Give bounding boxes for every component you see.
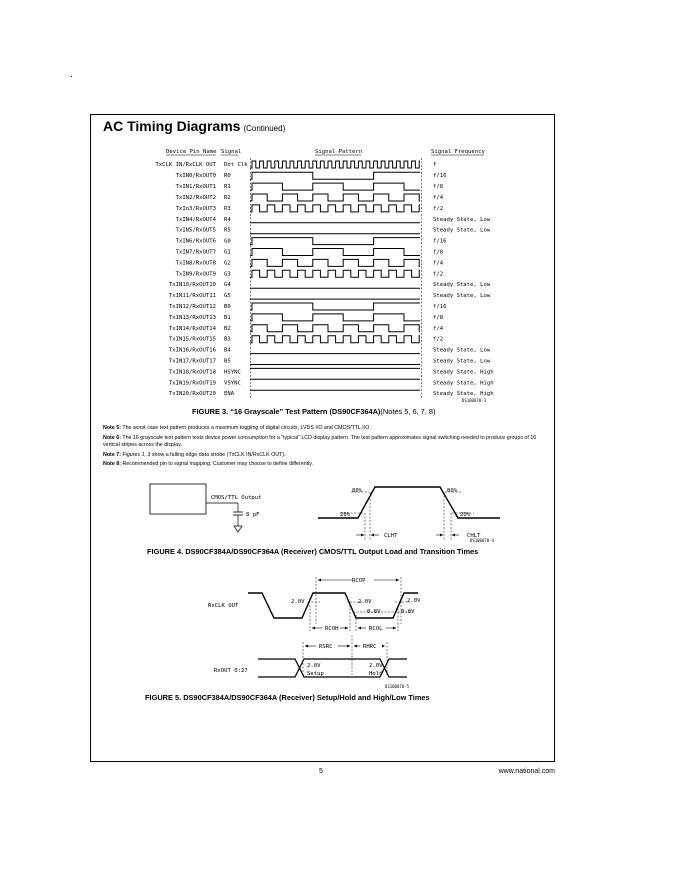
waveform-r2 (250, 194, 420, 201)
signal-label: G5 (224, 293, 231, 300)
waveform-r1 (250, 183, 420, 190)
col-header-pin: Device Pin Name (166, 149, 217, 155)
figure-5-code: DS100870-5 (384, 684, 409, 689)
note-5-text: The worst case test pattern produces a maximum toggling of digital circuits, LVDS I/O and CMOS/TTL I/O. (122, 425, 371, 431)
pin-label: TxIN19/RxOUT19 (168, 380, 216, 387)
signal-rows (169, 173, 494, 397)
rcoh-label: RCOH (325, 626, 339, 632)
note-7-text: show a falling edge data strobe (TxCLK IN/RxCLK OUT). (150, 451, 286, 458)
output-label: CMOS/TTL Output (211, 495, 262, 501)
frequency-label: f/8 (433, 184, 444, 191)
signal-label: B2 (224, 325, 231, 332)
frequency-label: f/2 (433, 205, 444, 212)
capacitor-label: 8 pF (246, 512, 260, 518)
waveform-b0 (250, 303, 420, 310)
note-7 (103, 452, 551, 460)
frequency-label: Steady State, Low (433, 282, 491, 289)
note-6 (103, 435, 551, 450)
figure-3-code: DS100870-3 (461, 398, 486, 403)
signal-label: B1 (224, 314, 231, 321)
frequency-label: Steady State, Low (433, 216, 491, 223)
signal-label: B4 (224, 347, 231, 354)
signal-label: R5 (224, 227, 231, 234)
pin-label: TxIN7/RxOUT7 (175, 249, 216, 256)
frequency-label: f/16 (433, 238, 447, 245)
col-header-frequency: Signal Frequency (431, 149, 485, 155)
signal-label: R0 (224, 173, 231, 180)
waveform-g1 (250, 249, 420, 256)
col-header-pattern: Signal Pattern (315, 149, 363, 155)
note-8-text: Recommended pin to signal mapping. Customer may choose to define differently. (122, 461, 314, 467)
signal-label: G1 (224, 249, 231, 256)
pin-label-clock: TxCLK IN/RxCLK OUT (155, 162, 216, 168)
frequency-label: Steady State, Low (433, 293, 491, 300)
frequency-label: f/2 (433, 336, 444, 343)
hold-voltage: 2.0V (369, 663, 383, 669)
signal-label: B0 (224, 304, 231, 310)
rxout-waveform-b (258, 659, 407, 677)
figure-4-load-transition (150, 484, 500, 543)
signal-label: R1 (224, 184, 231, 191)
page-number: 5 (319, 768, 323, 775)
rxclk-label: RxCLK OUT (208, 603, 239, 609)
frequency-label: Steady State, High (433, 391, 494, 398)
pin-label: TxIN2/RxOUT2 (175, 195, 216, 201)
rcol-label: RCOL (369, 626, 383, 632)
figure-5-setup-hold (208, 577, 421, 689)
freq-label-clock: f (433, 162, 437, 168)
device-box (150, 484, 206, 514)
hold-label: Hold (369, 671, 383, 677)
pin-label: TxIN16/RxOUT16 (168, 347, 216, 354)
frequency-label: f/16 (433, 304, 447, 310)
signal-label: G4 (224, 282, 231, 289)
signal-label: ENA (224, 391, 235, 398)
signal-label: VSYNC (224, 380, 241, 387)
note-6-text: The 16 grayscale test pattern tests device power consumption for a “typical” LCD display pattern. The test pattern approximates signal switching needed to produce groups of 16 vertical stripes across the display. (103, 434, 537, 448)
pct80-left: 80% (352, 488, 363, 494)
title-continued: (Continued) (243, 124, 286, 133)
signal-label-clock: Dot Clk (224, 162, 248, 168)
figure-3-timing-pattern (155, 149, 493, 403)
figure-3-caption (192, 407, 435, 416)
pct80-right: 80% (447, 488, 458, 494)
note-7-ref: Figures 1, 3 (122, 451, 151, 458)
frequency-label: f/8 (433, 249, 444, 256)
waveform-r0 (250, 172, 420, 179)
figure-5-caption: FIGURE 5. DS90CF384A/DS90CF364A (Receiver) Setup/Hold and High/Low Times (145, 693, 430, 702)
waveform-g3 (250, 270, 420, 277)
pin-label: TxIN15/RxOUT15 (168, 336, 216, 343)
figure-4-caption: FIGURE 4. DS90CF384A/DS90CF364A (Receiver) CMOS/TTL Output Load and Transition Times (147, 547, 479, 556)
pin-label: TxIN20/RxOUT20 (168, 391, 216, 398)
ground-icon (234, 526, 242, 532)
pin-label: TxIN12/RxOUT12 (168, 304, 216, 310)
signal-label: B5 (224, 358, 231, 365)
frequency-label: f/2 (433, 271, 444, 278)
pin-label: TxIN9/RxOUT9 (175, 271, 216, 278)
footer-website[interactable]: www.national.com (498, 768, 555, 775)
note-8-label: Note 8: (103, 461, 121, 467)
note-6-label: Note 6: (103, 434, 121, 441)
clht-label: CLHT (384, 533, 398, 539)
frequency-label: Steady State, High (433, 380, 494, 387)
pin-label: TxIN6/RxOUT6 (175, 238, 216, 245)
frequency-label: Steady State, Low (433, 358, 491, 365)
waveform-clock (250, 161, 420, 168)
signal-label: R4 (224, 216, 231, 223)
rhrc-label: RHRC (363, 644, 377, 650)
rcop-label: RCOP (352, 578, 366, 584)
pin-label: TxIN5/RxOUT5 (175, 227, 216, 234)
pin-label: TxIn3/RxOUT3 (175, 205, 216, 212)
v20-label-a: 2.0V (291, 599, 305, 605)
pin-label: TxIN11/RxOUT11 (168, 293, 216, 300)
figure-3-caption-text: FIGURE 3. “16 Grayscale” Test Pattern (DS90CF364A) (192, 407, 381, 416)
rxclk-waveform (248, 593, 418, 618)
pct20-left: 20% (340, 512, 351, 518)
frequency-label: Steady State, Low (433, 347, 491, 354)
signal-label: HSYNC (224, 369, 241, 376)
setup-label: Setup (307, 671, 324, 677)
frequency-label: Steady State, High (433, 369, 494, 376)
figure-4-code: DS100870-4 (469, 538, 494, 543)
rxout-label: RxOUT 0:27 (214, 668, 248, 674)
pin-label: TxIN13/RxOUT13 (168, 314, 216, 321)
v08-label-a: 0.8V (367, 609, 381, 615)
v20-label-c: 2.0V (407, 598, 421, 604)
waveform-b3 (250, 336, 420, 343)
pct20-right: 20% (460, 512, 471, 518)
col-header-signal: Signal (221, 149, 242, 155)
note-7-label: Note 7: (103, 451, 121, 458)
signal-label: R2 (224, 195, 231, 201)
signal-label: B3 (224, 336, 231, 343)
waveform-g2 (250, 259, 420, 266)
notes-block (103, 425, 551, 471)
note-5-label: Note 5: (103, 425, 121, 431)
chlt-label: CHLT (467, 533, 481, 539)
pin-label: TxIN4/RxOUT4 (175, 216, 216, 223)
signal-label: G2 (224, 260, 231, 267)
frequency-label: f/4 (433, 195, 444, 201)
signal-label: G3 (224, 271, 231, 278)
waveform-r3 (250, 205, 420, 212)
pin-label: TxIN1/RxOUT1 (175, 184, 216, 191)
frequency-label: f/4 (433, 325, 444, 332)
frequency-label: f/16 (433, 173, 447, 180)
waveform-g0 (250, 238, 420, 245)
setup-voltage: 2.0V (307, 663, 321, 669)
frequency-label: Steady State, Low (433, 227, 491, 234)
figure-3-caption-notes: (Notes 5, 6, 7, 8) (380, 407, 436, 416)
pin-label: TxIN0/RxOUT0 (175, 173, 216, 180)
waveform-b1 (250, 314, 420, 321)
pin-label: TxIN18/RxOUT18 (168, 369, 216, 376)
waveforms (250, 158, 422, 398)
waveform-b2 (250, 325, 420, 332)
pin-label: TxIN10/RxOUT10 (168, 282, 216, 289)
signal-label: G0 (224, 238, 231, 245)
note-5 (103, 425, 551, 433)
signal-label: R3 (224, 205, 231, 212)
pin-label: TxIN17/RxOUT17 (168, 358, 216, 365)
frequency-label: f/8 (433, 314, 444, 321)
note-8 (103, 461, 551, 469)
pin-label: TxIN8/RxOUT8 (175, 260, 216, 267)
title-text: AC Timing Diagrams (103, 118, 241, 134)
rsrc-label: RSRC (319, 644, 333, 650)
pin-label: TxIN14/RxOUT14 (168, 325, 216, 332)
frequency-label: f/4 (433, 260, 444, 267)
v20-label-b: 2.0V (358, 599, 372, 605)
v08-label-b: 0.8V (401, 609, 415, 615)
